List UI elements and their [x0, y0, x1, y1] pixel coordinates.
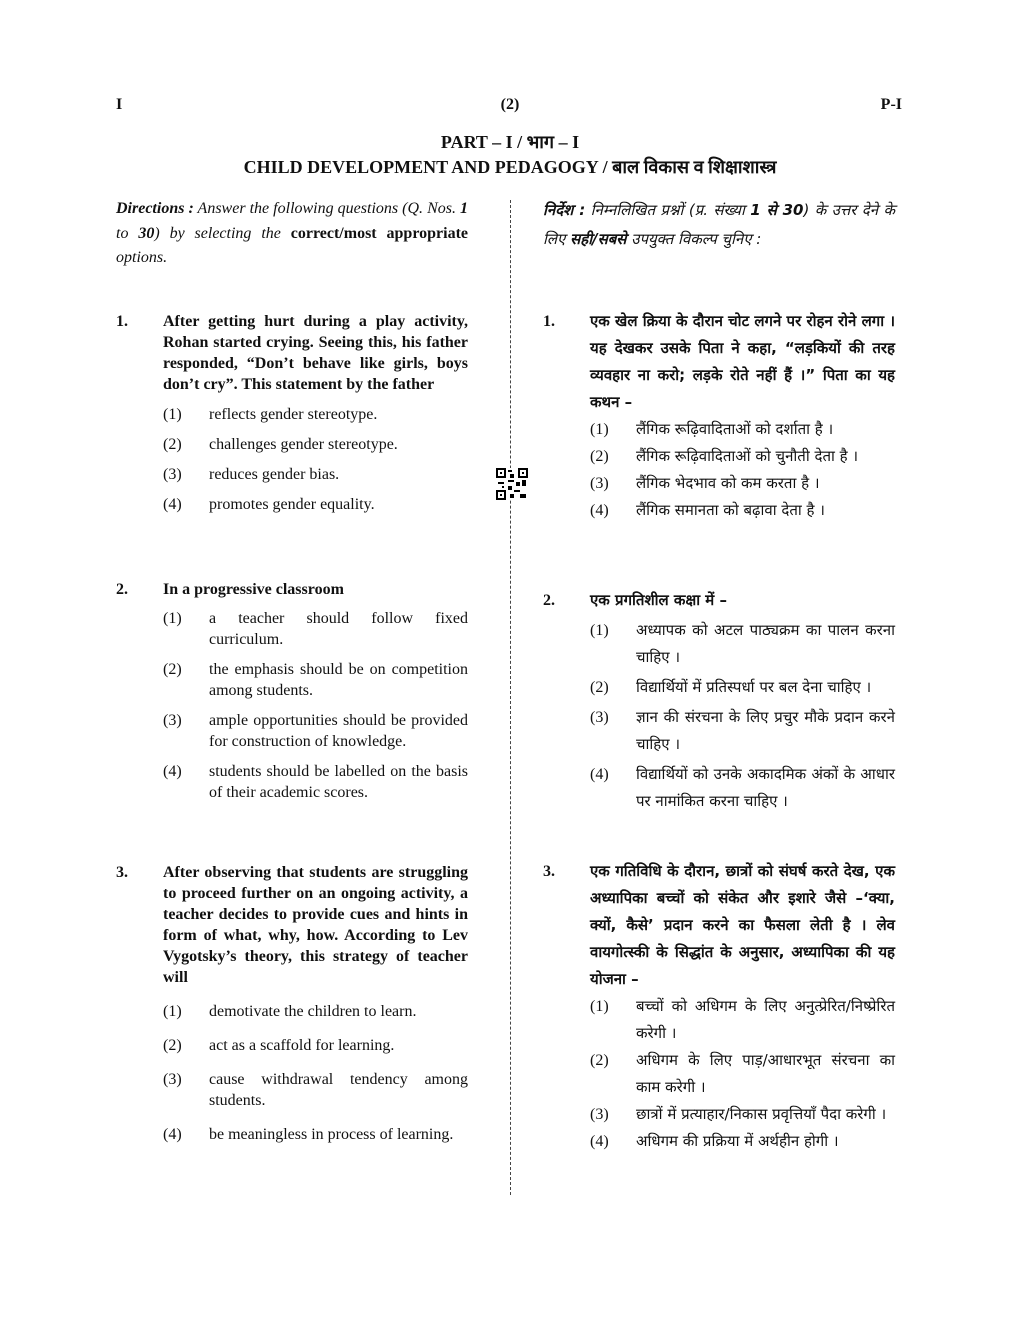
option-text: अधिगम की प्रक्रिया में अर्थहीन होगी ।	[636, 1132, 839, 1150]
question-number: 1.	[543, 313, 555, 330]
option-3[interactable]	[590, 470, 895, 497]
option-text: छात्रों में प्रत्याहार/निकास प्रवृत्तियाँ पैदा करेगी ।	[636, 1105, 887, 1123]
option-number: (3)	[590, 475, 609, 492]
directions-range-start: 1	[460, 200, 468, 217]
option-number: (3)	[590, 1106, 609, 1123]
part-title: PART – I / भाग – I	[440, 132, 580, 152]
option-text: act as a scaffold for learning.	[209, 1037, 395, 1054]
option-number: (1)	[590, 421, 609, 438]
option-number: (4)	[590, 1133, 609, 1150]
option-number: (2)	[590, 448, 609, 465]
question-3-en	[116, 862, 468, 1145]
option-4[interactable]	[163, 761, 468, 803]
option-3[interactable]	[163, 1069, 468, 1111]
option-1[interactable]	[163, 404, 468, 425]
option-number: (1)	[590, 622, 609, 639]
option-text: reflects gender stereotype.	[209, 406, 378, 423]
question-text: एक गतिविधि के दौरान, छात्रों को संघर्ष करते देख, एक अध्यापिका बच्चों को संकेत और इशारे जैसे –‘क्या, क्यों, कैसे’ प्रदान करने का फैसला लेती है । लेव वायगोत्स्की के सिद्धांत के अनुसार, अध्यापिका की यह योजना –	[590, 862, 895, 988]
option-text: challenges gender stereotype.	[209, 436, 398, 453]
option-text: विद्यार्थियों को उनके अकादमिक अंकों के आधार पर नामांकित करना चाहिए ।	[636, 765, 895, 810]
question-1-en	[116, 311, 468, 515]
option-2[interactable]	[163, 659, 468, 701]
question-text: एक खेल क्रिया के दौरान चोट लगने पर रोहन रोने लगा । यह देखकर उसके पिता ने कहा, “लड़कियों की तरह व्यवहार ना करो; लड़के रोते नहीं हैं ।” पिता का यह कथन –	[590, 312, 895, 411]
directions-range-end: 30	[138, 224, 155, 242]
option-3[interactable]	[163, 710, 468, 752]
directions-emphasis: correct/most appropriate	[290, 224, 468, 242]
option-text: reduces gender bias.	[209, 466, 340, 483]
option-text: अधिगम के लिए पाड़/आधारभूत संरचना का काम करेगी ।	[636, 1051, 895, 1096]
option-number: (3)	[163, 712, 182, 729]
option-2[interactable]	[590, 674, 895, 701]
directions-label-en: Directions :	[116, 200, 194, 217]
option-text: cause withdrawal tendency among students.	[209, 1071, 468, 1109]
directions-text: निम्नलिखित प्रश्नों (प्र. संख्या	[585, 201, 751, 219]
question-number: 1.	[116, 313, 128, 330]
option-2[interactable]	[163, 434, 468, 455]
option-1[interactable]	[163, 608, 468, 650]
option-2[interactable]	[590, 443, 895, 470]
option-text: अध्यापक को अटल पाठ्यक्रम का पालन करना चाहिए ।	[636, 621, 895, 666]
question-2-en	[116, 579, 468, 803]
option-text: विद्यार्थियों में प्रतिस्पर्धा पर बल देना चाहिए ।	[636, 678, 872, 696]
option-4[interactable]	[163, 1124, 468, 1145]
option-number: (3)	[163, 466, 182, 483]
option-text: लैंगिक रूढ़िवादिताओं को चुनौती देता है ।	[636, 447, 859, 465]
header-left: I	[116, 96, 123, 113]
question-3-hi	[543, 858, 895, 1155]
question-text: After observing that students are struggling to proceed further on an ongoing activity, a teacher decides to provide cues and hints in form of what, why, how. According to Lev Vygotsky’s theory, this strategy of teacher will	[163, 864, 468, 986]
question-number: 3.	[543, 863, 555, 880]
directions-emphasis: सही/सबसे	[570, 230, 627, 248]
option-number: (3)	[590, 709, 609, 726]
option-4[interactable]	[590, 497, 895, 524]
question-number: 2.	[116, 581, 128, 598]
option-number: (4)	[590, 502, 609, 519]
option-text: promotes gender equality.	[209, 496, 375, 513]
directions-to: to	[116, 224, 139, 242]
page-number: (2)	[500, 96, 520, 113]
question-text: After getting hurt during a play activity, Rohan started crying. Seeing this, his father responded, “Don’t behave like girls, boys don’t cry”. This statement by the father	[163, 313, 468, 393]
question-number: 2.	[543, 592, 555, 609]
directions-text: options.	[116, 249, 168, 266]
question-number: 3.	[116, 864, 128, 881]
option-number: (2)	[163, 436, 182, 453]
question-1-hi	[543, 308, 895, 524]
option-text: बच्चों को अधिगम के लिए अनुत्प्रेरित/निष्प्रेरित करेगी ।	[636, 997, 895, 1042]
option-text: the emphasis should be on competition among students.	[209, 661, 468, 699]
section-title: CHILD DEVELOPMENT AND PEDAGOGY / बाल विकास व शिक्षाशास्त्र	[243, 157, 777, 177]
option-number: (4)	[163, 763, 182, 780]
option-text: a teacher should follow fixed curriculum.	[209, 610, 468, 648]
option-text: be meaningless in process of learning.	[209, 1126, 454, 1143]
option-number: (2)	[163, 661, 182, 678]
option-number: (1)	[163, 406, 182, 423]
option-2[interactable]	[590, 1047, 895, 1101]
option-3[interactable]	[590, 704, 895, 758]
option-text: ample opportunities should be provided for construction of knowledge.	[209, 712, 468, 750]
directions-range: 1 से 30	[750, 201, 804, 219]
directions-label-hi: निर्देश :	[543, 201, 586, 219]
option-1[interactable]	[590, 993, 895, 1047]
option-text: students should be labelled on the basis of their academic scores.	[209, 763, 468, 801]
option-4[interactable]	[163, 494, 468, 515]
option-number: (1)	[590, 998, 609, 1015]
directions-text: ) के उत्तर देने के लिए	[543, 201, 895, 248]
option-number: (2)	[163, 1037, 182, 1054]
qr-code-icon	[496, 468, 528, 500]
option-number: (4)	[590, 766, 609, 783]
option-number: (1)	[163, 1003, 182, 1020]
option-4[interactable]	[590, 1128, 895, 1155]
option-number: (4)	[163, 1126, 182, 1143]
question-text: In a progressive classroom	[163, 581, 344, 598]
option-3[interactable]	[590, 1101, 895, 1128]
option-text: demotivate the children to learn.	[209, 1003, 417, 1020]
option-1[interactable]	[590, 617, 895, 671]
question-2-hi	[543, 587, 895, 815]
directions-text: Answer the following questions (Q. Nos.	[193, 200, 460, 217]
directions-en	[116, 197, 468, 271]
option-number: (3)	[163, 1071, 182, 1088]
option-number: (2)	[590, 679, 609, 696]
question-text: एक प्रगतिशील कक्षा में –	[590, 591, 728, 609]
option-text: लैंगिक समानता को बढ़ावा देता है ।	[636, 501, 825, 519]
directions-hi	[543, 196, 895, 254]
directions-text: उपयुक्त विकल्प चुनिए :	[626, 230, 762, 248]
option-number: (4)	[163, 496, 182, 513]
option-number: (1)	[163, 610, 182, 627]
option-text: लैंगिक भेदभाव को कम करता है ।	[636, 474, 820, 492]
option-3[interactable]	[163, 464, 468, 485]
option-2[interactable]	[163, 1035, 468, 1056]
header-right: P-I	[880, 96, 902, 113]
option-1[interactable]	[163, 1001, 468, 1022]
column-divider	[510, 200, 511, 1195]
option-4[interactable]	[590, 761, 895, 815]
option-text: लैंगिक रूढ़िवादिताओं को दर्शाता है ।	[636, 420, 834, 438]
directions-text: ) by selecting the	[154, 224, 291, 242]
option-1[interactable]	[590, 416, 895, 443]
option-text: ज्ञान की संरचना के लिए प्रचुर मौके प्रदान करने चाहिए ।	[636, 708, 895, 753]
option-number: (2)	[590, 1052, 609, 1069]
